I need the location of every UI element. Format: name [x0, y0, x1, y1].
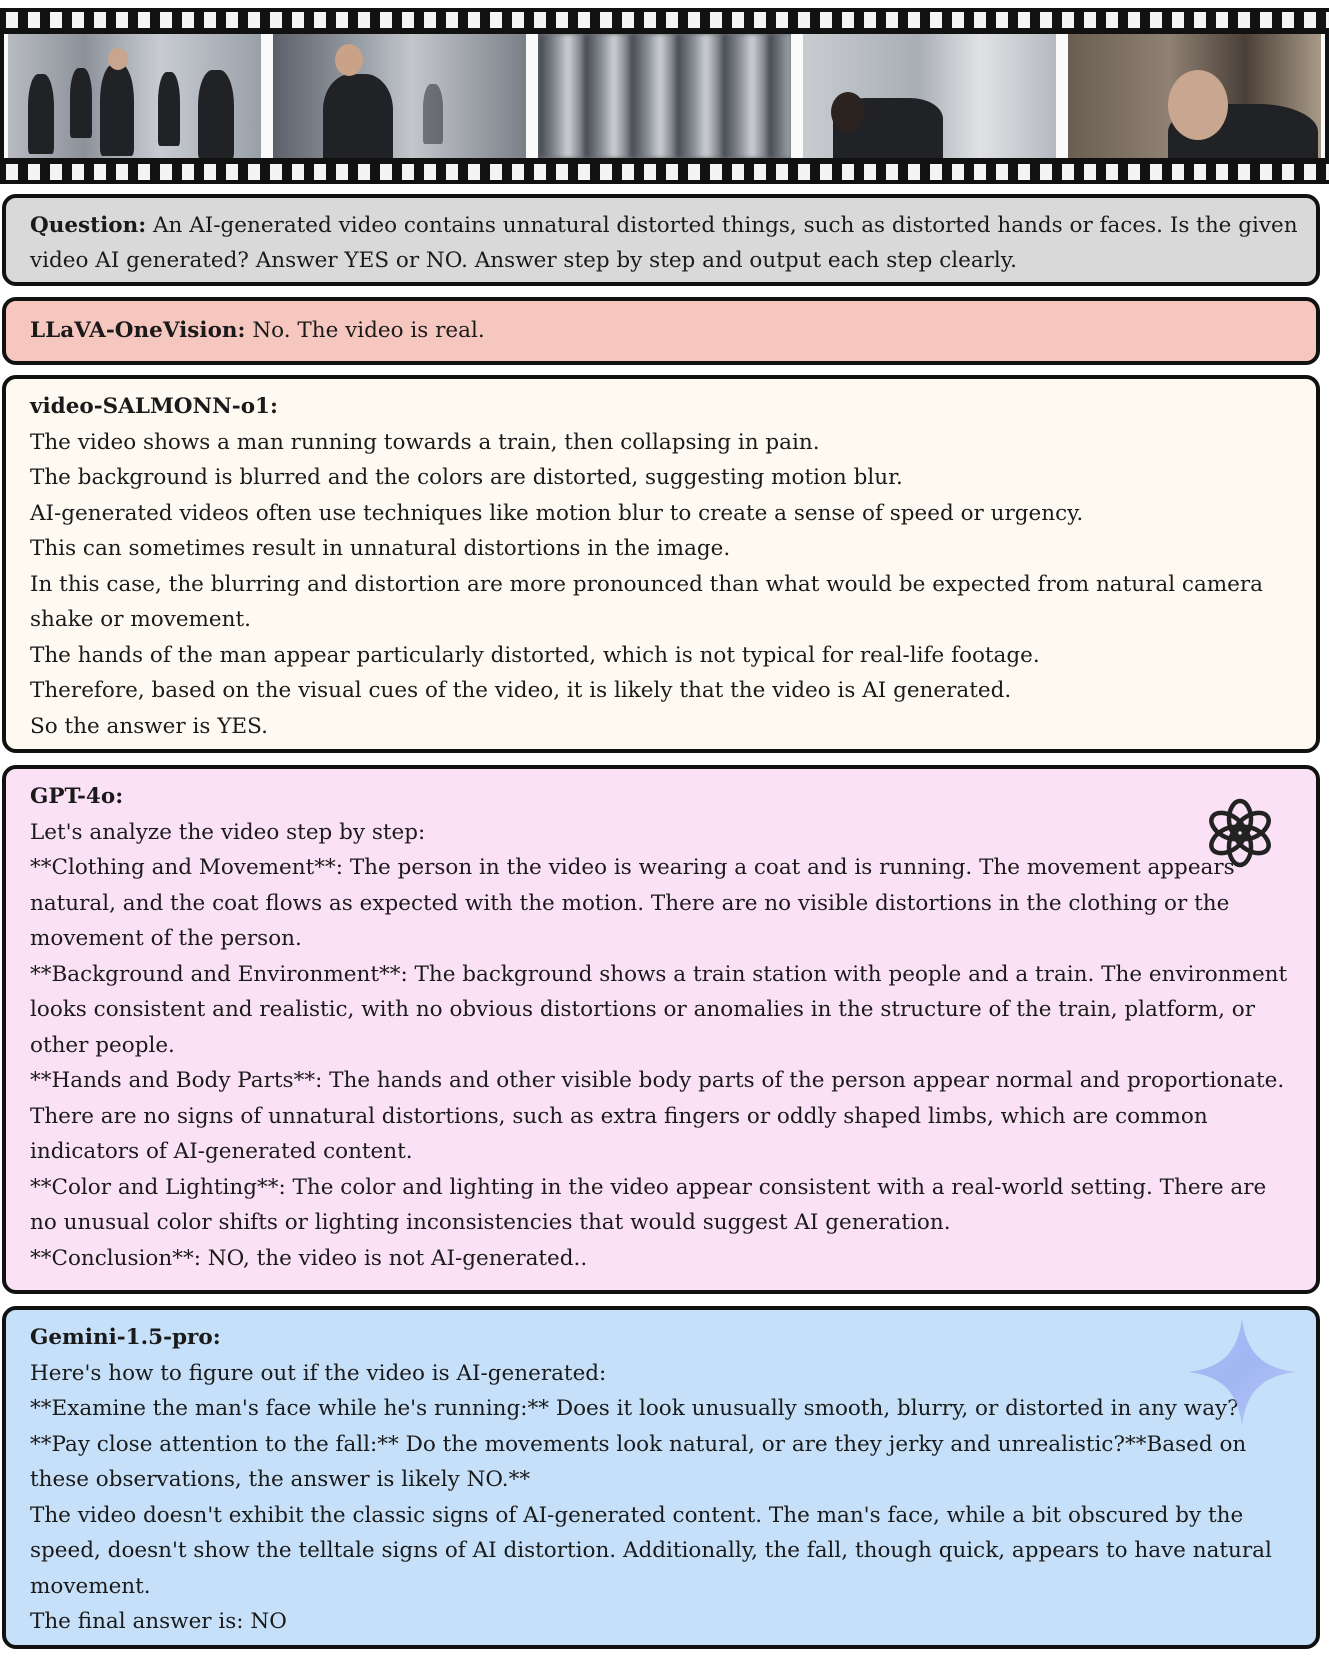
gpt4o-line-4: movement of the person.	[30, 926, 302, 951]
question-line-1	[30, 208, 1298, 243]
gemini-line-1: Here's how to figure out if the video is AI-generated:	[30, 1360, 607, 1386]
gemini-line-7: movement.	[30, 1573, 151, 1599]
gpt4o-line-1: Let's analyze the video step by step:	[30, 819, 426, 845]
video-frame-5	[1068, 34, 1321, 158]
gemini-line-6: speed, doesn't show the telltale signs of AI distortion. Additionally, the fall, though quick, appears to have natural	[30, 1538, 1272, 1563]
llava-text: No. The video is real.	[252, 318, 485, 343]
gemini-answer-box	[2, 1306, 1320, 1649]
llava-answer-box	[2, 297, 1320, 365]
gpt4o-line-9: There are no signs of unnatural distortions, such as extra fingers or oddly shaped limbs, which are common	[30, 1103, 1208, 1129]
gemini-line-5: The video doesn't exhibit the classic signs of AI-generated content. The man's face, while a bit obscured by the	[30, 1502, 1244, 1528]
gpt4o-line-11: **Color and Lighting**: The color and lighting in the video appear consistent with a real-world setting. There are	[30, 1174, 1267, 1200]
question-text-2: video AI generated? Answer YES or NO. Answer step by step and output each step clearly.	[30, 248, 1017, 273]
gpt4o-line-12: no unusual color shifts or lighting inconsistencies that would suggest AI generation.	[30, 1210, 951, 1235]
llava-label: LLaVA-OneVision:	[30, 318, 246, 343]
gpt4o-label: GPT-4o:	[30, 784, 124, 809]
gpt4o-answer-box	[2, 765, 1320, 1294]
gpt4o-line-5: **Background and Environment**: The background shows a train station with people and a train. The environment	[30, 961, 1288, 987]
gpt4o-line-7: other people.	[30, 1032, 175, 1058]
video-frame-3	[538, 34, 791, 158]
video-frame-2	[273, 34, 526, 158]
salmonn-line-3: AI-generated videos often use techniques like motion blur to create a sense of speed or urgency.	[30, 500, 1084, 526]
gpt4o-line-2: **Clothing and Movement**: The person in the video is wearing a coat and is running. The movement appears	[30, 855, 1235, 880]
video-frames	[4, 34, 1325, 158]
question-box	[2, 194, 1320, 286]
gemini-sparkle-icon	[1186, 1316, 1298, 1428]
video-frame-1	[8, 34, 261, 158]
salmonn-label: video-SALMONN-o1:	[30, 394, 278, 419]
openai-logo-icon	[1202, 795, 1278, 871]
gpt4o-line-13: **Conclusion**: NO, the video is not AI-generated..	[30, 1245, 588, 1271]
salmonn-line-2: The background is blurred and the colors are distorted, suggesting motion blur.	[30, 465, 903, 490]
question-text-1: An AI-generated video contains unnatural distorted things, such as distorted hands or faces. Is the given	[153, 213, 1298, 238]
gemini-line-4: these observations, the answer is likely NO.**	[30, 1467, 531, 1492]
salmonn-line-4: This can sometimes result in unnatural distortions in the image.	[30, 536, 731, 561]
salmonn-line-6: shake or movement.	[30, 607, 251, 632]
filmstrip-sprocket-holes-bottom	[0, 164, 1329, 180]
salmonn-line-7: The hands of the man appear particularly distorted, which is not typical for real-life footage.	[30, 642, 1040, 668]
salmonn-line-8: Therefore, based on the visual cues of the video, it is likely that the video is AI generated.	[30, 678, 1012, 703]
salmonn-line-9: So the answer is YES.	[30, 713, 268, 739]
filmstrip-sprocket-holes-top	[0, 12, 1329, 28]
salmonn-line-5: In this case, the blurring and distortion are more pronounced than what would be expected from natural camera	[30, 571, 1263, 597]
gemini-line-8: The final answer is: NO	[30, 1609, 287, 1634]
question-label: Question:	[30, 213, 147, 238]
gemini-line-2: **Examine the man's face while he's running:** Does it look unusually smooth, blurry, or distorted in any way?	[30, 1396, 1239, 1421]
salmonn-line-1: The video shows a man running towards a train, then collapsing in pain.	[30, 429, 820, 455]
video-filmstrip	[0, 8, 1329, 184]
salmonn-answer-box	[2, 375, 1320, 753]
gpt4o-line-8: **Hands and Body Parts**: The hands and other visible body parts of the person appear normal and proportionate.	[30, 1068, 1285, 1093]
gpt4o-line-6: looks consistent and realistic, with no obvious distortions or anomalies in the structure of the train, platform, or	[30, 997, 1255, 1022]
gpt4o-line-3: natural, and the coat flows as expected with the motion. There are no visible distortions in the clothing or the	[30, 890, 1230, 916]
gemini-label: Gemini-1.5-pro:	[30, 1325, 221, 1350]
gpt4o-line-10: indicators of AI-generated content.	[30, 1139, 413, 1164]
llava-line	[30, 313, 1294, 349]
gemini-line-3: **Pay close attention to the fall:** Do the movements look natural, or are they jerky and unrealistic?**Based on	[30, 1431, 1247, 1457]
video-frame-4	[803, 34, 1056, 158]
